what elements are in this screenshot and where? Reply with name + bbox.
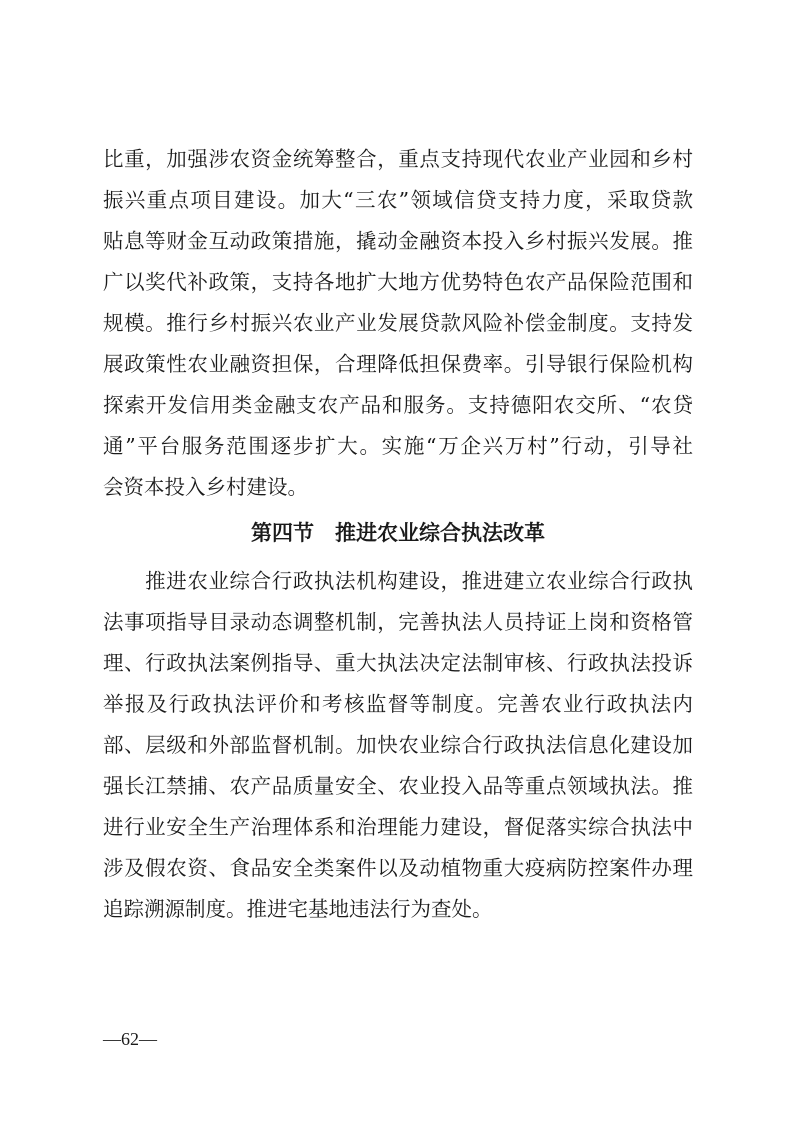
paragraph-1-line-4: 广以奖代补政策，支持各地扩大地方优势特色农产品保险范围和 xyxy=(103,270,693,294)
paragraph-1-line-6: 展政策性农业融资担保，合理降低担保费率。引导银行保险机构 xyxy=(103,352,693,376)
paragraph-1-line-5: 规模。推行乡村振兴农业产业发展贷款风险补偿金制度。支持发 xyxy=(103,311,693,335)
paragraph-1-line-8: 通”平台服务范围逐步扩大。实施“万企兴万村”行动，引导社 xyxy=(103,434,693,458)
paragraph-2-line-1: 推进农业综合行政执法机构建设，推进建立农业综合行政执 xyxy=(103,569,693,593)
paragraph-2-line-6: 强长江禁捕、农产品质量安全、农业投入品等重点领域执法。推 xyxy=(103,774,693,798)
paragraph-2-line-2: 法事项指导目录动态调整机制，完善执法人员持证上岗和资格管 xyxy=(103,610,693,634)
paragraph-1-line-1: 比重，加强涉农资金统筹整合，重点支持现代农业产业园和乡村 xyxy=(103,147,693,171)
paragraph-2-line-9: 追踪溯源制度。推进宅基地违法行为查处。 xyxy=(103,897,493,921)
paragraph-1-line-3: 贴息等财金互动政策措施，撬动金融资本投入乡村振兴发展。推 xyxy=(103,229,693,253)
paragraph-1-line-7: 探索开发信用类金融支农产品和服务。支持德阳农交所、“农贷 xyxy=(103,393,693,417)
paragraph-1-line-2: 振兴重点项目建设。加大“三农”领域信贷支持力度，采取贷款 xyxy=(103,188,693,212)
section-heading: 第四节 推进农业综合执法改革 xyxy=(251,521,545,545)
paragraph-2-line-8: 涉及假农资、食品安全类案件以及动植物重大疫病防控案件办理 xyxy=(103,856,693,880)
paragraph-2-line-4: 举报及行政执法评价和考核监督等制度。完善农业行政执法内 xyxy=(103,692,693,716)
paragraph-2-line-7: 进行业安全生产治理体系和治理能力建设，督促落实综合执法中 xyxy=(103,815,693,839)
page-number: —62— xyxy=(103,1029,157,1049)
paragraph-2-line-5: 部、层级和外部监督机制。加快农业综合行政执法信息化建设加 xyxy=(103,733,693,757)
paragraph-1-line-9: 会资本投入乡村建设。 xyxy=(103,475,308,499)
paragraph-2-line-3: 理、行政执法案例指导、重大执法决定法制审核、行政执法投诉 xyxy=(103,651,693,675)
